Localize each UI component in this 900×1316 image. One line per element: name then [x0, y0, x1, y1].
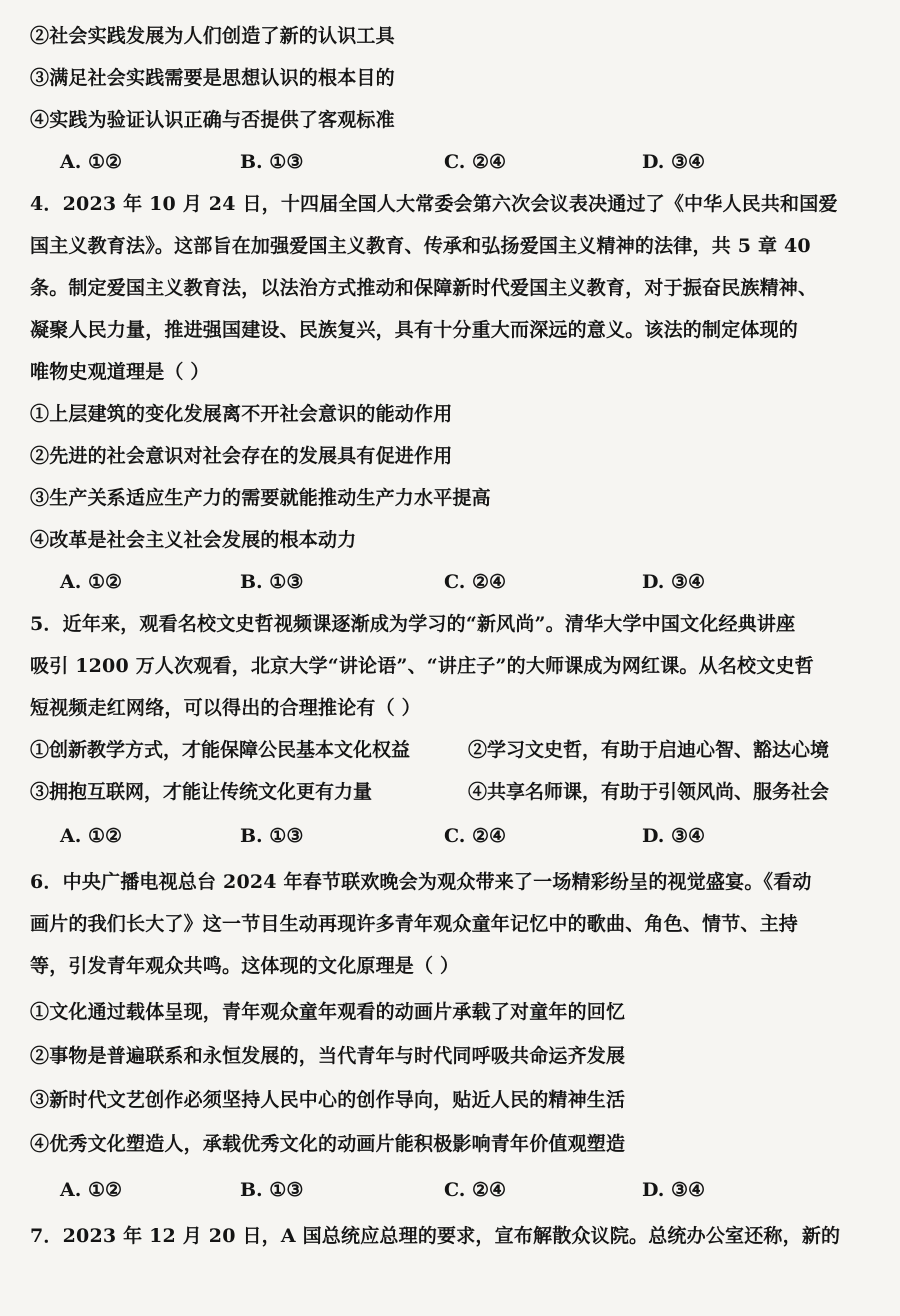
q6-item-1: ①文化通过载体呈现，青年观众童年观看的动画片承载了对童年的回忆 [30, 1001, 626, 1023]
q5-option-d[interactable]: D. ③④ [642, 825, 706, 847]
q3-option-d[interactable]: D. ③④ [642, 151, 706, 173]
q5-stem-line-3: 短视频走红网络，可以得出的合理推论有（ ） [30, 697, 421, 719]
q5-items-row-1 [30, 738, 870, 762]
q5-option-b[interactable]: B. ①③ [240, 825, 304, 847]
q6-item-2: ②事物是普遍联系和永恒发展的，当代青年与时代同呼吸共命运齐发展 [30, 1045, 626, 1067]
q4-stem-line-5: 唯物史观道理是（ ） [30, 361, 210, 383]
q3-option-c[interactable]: C. ②④ [444, 151, 507, 173]
q5-option-a[interactable]: A. ①② [60, 825, 123, 847]
q4-item-3: ③生产关系适应生产力的需要就能推动生产力水平提高 [30, 487, 491, 509]
q6-option-c[interactable]: C. ②④ [444, 1179, 507, 1201]
q6-item-4: ④优秀文化塑造人，承载优秀文化的动画片能积极影响青年价值观塑造 [30, 1133, 626, 1155]
q4-options [60, 570, 840, 594]
q6-option-d[interactable]: D. ③④ [642, 1179, 706, 1201]
q4-option-b[interactable]: B. ①③ [240, 571, 304, 593]
q6-stem-line-3: 等，引发青年观众共鸣。这体现的文化原理是（ ） [30, 955, 460, 977]
q5-options [60, 824, 840, 848]
q5-stem-line-1: 5．近年来，观看名校文史哲视频课逐渐成为学习的“新风尚”。清华大学中国文化经典讲座 [30, 613, 796, 635]
q3-item-3: ③满足社会实践需要是思想认识的根本目的 [30, 67, 395, 89]
q6-option-b[interactable]: B. ①③ [240, 1179, 304, 1201]
q6-option-a[interactable]: A. ①② [60, 1179, 123, 1201]
q3-options [60, 150, 840, 174]
q4-stem-line-1: 4．2023 年 10 月 24 日，十四届全国人大常委会第六次会议表决通过了《中华人民共和国爱 [30, 193, 838, 215]
q5-option-c[interactable]: C. ②④ [444, 825, 507, 847]
q5-item-2: ②学习文史哲，有助于启迪心智、豁达心境 [468, 739, 830, 761]
q4-option-d[interactable]: D. ③④ [642, 571, 706, 593]
q4-item-2: ②先进的社会意识对社会存在的发展具有促进作用 [30, 445, 453, 467]
q5-item-4: ④共享名师课，有助于引领风尚、服务社会 [468, 781, 830, 803]
q7-stem-line-1: 7．2023 年 12 月 20 日，A 国总统应总理的要求，宣布解散众议院。总统办公室还称，新的 [30, 1225, 841, 1247]
q6-stem-line-1: 6．中央广播电视总台 2024 年春节联欢晚会为观众带来了一场精彩纷呈的视觉盛宴。《看动 [30, 871, 812, 893]
q6-options [60, 1178, 840, 1202]
q3-item-4: ④实践为验证认识正确与否提供了客观标准 [30, 109, 395, 131]
q4-stem-line-3: 条。制定爱国主义教育法，以法治方式推动和保障新时代爱国主义教育，对于振奋民族精神、 [30, 277, 818, 299]
q3-option-a[interactable]: A. ①② [60, 151, 123, 173]
q6-stem-line-2: 画片的我们长大了》这一节目生动再现许多青年观众童年记忆中的歌曲、角色、情节、主持 [30, 913, 799, 935]
q4-item-1: ①上层建筑的变化发展离不开社会意识的能动作用 [30, 403, 453, 425]
q5-stem-line-2: 吸引 1200 万人次观看，北京大学“讲论语”、“讲庄子”的大师课成为网红课。从名校文史哲 [30, 655, 814, 677]
q3-option-b[interactable]: B. ①③ [240, 151, 304, 173]
q3-item-2: ②社会实践发展为人们创造了新的认识工具 [30, 25, 395, 47]
q4-option-a[interactable]: A. ①② [60, 571, 123, 593]
q4-option-c[interactable]: C. ②④ [444, 571, 507, 593]
q5-item-3: ③拥抱互联网，才能让传统文化更有力量 [30, 781, 373, 803]
q4-stem-line-4: 凝聚人民力量，推进强国建设、民族复兴，具有十分重大而深远的意义。该法的制定体现的 [30, 319, 799, 341]
q4-item-4: ④改革是社会主义社会发展的根本动力 [30, 529, 357, 551]
q4-stem-line-2: 国主义教育法》。这部旨在加强爱国主义教育、传承和弘扬爱国主义精神的法律，共 5 章 40 [30, 235, 811, 257]
q5-items-row-2 [30, 780, 870, 804]
q5-item-1: ①创新教学方式，才能保障公民基本文化权益 [30, 739, 411, 761]
q6-item-3: ③新时代文艺创作必须坚持人民中心的创作导向，贴近人民的精神生活 [30, 1089, 626, 1111]
